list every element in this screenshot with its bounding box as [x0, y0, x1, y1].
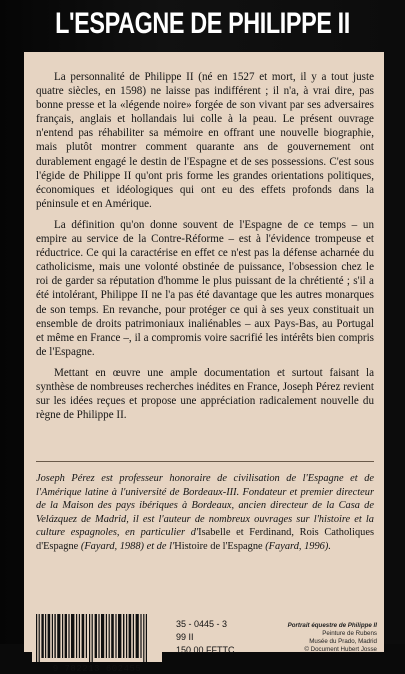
text-panel [24, 52, 384, 674]
barcode [32, 614, 162, 662]
bio-text-1: Joseph Pérez est professeur honoraire de civilisation de l'Espagne et de l'Amérique latine à l'université de Bordeaux-III. Fondateur et premier directeur de la Maison des pays ibériques à Bordeaux, ancien directeur de la Casa de Velázquez de Madrid, il est l'auteur de nombreux ouvrages sur l'histoire et la culture espagnoles, en particulier d' [36, 473, 374, 538]
bio-book-1: Isabelle et Ferdinand, Rois Catholiques d'Espagne [36, 527, 374, 552]
credit-line-4: © Document Hubert Josse [304, 646, 377, 653]
catalog-codes [176, 618, 266, 657]
credit-line-1: Portrait équestre de Philippe II [287, 622, 377, 629]
author-bio [36, 472, 374, 553]
catalog-number: 99 II [176, 632, 194, 642]
divider [36, 461, 374, 462]
bio-book-2: Histoire de l'Espagne [174, 540, 263, 552]
blurb-paragraph-1: La personnalité de Philippe II (né en 1527 et mort, il y a tout juste quatre siècles, en 1598) ne laisse pas indifférent ; il n'a, à vrai dire, pas bonne presse et la «légende noire» forgée de son vivant par ses adversaires français, anglais et hollandais lui colle à la peau. Le présent ouvrage n'entend pas réhabiliter sa mémoire en offrant une nouvelle biographie, mais plutôt montrer comment quarante ans de gouvernement ont durablement engagé le destin de l'Espagne et de ses possessions. C'est sous l'égide de Philippe II qu'ont pris forme les grandes orientations politiques, économiques et idéologiques qui ont eu des effets profonds dans la péninsule et en Amérique. [36, 71, 374, 210]
credit-line-2: Peinture de Rubens [322, 630, 377, 637]
blurb-paragraph-2: La définition qu'on donne souvent de l'Espagne de ce temps – un empire au service de la Contre-Réforme – est à l'évidence trompeuse et réductrice. Ce qui la caractérise en effet ce n'est pas la défense acharnée du catholicisme, mais une volonté obstinée de puissance, l'obsession chez le roi de garder sa réputation d'homme le plus puissant de la chrétienté ; s'il a été intolérant, Philippe II ne l'a pas été davantage que les autres monarques de son temps. En revanche, pour protéger ce qui à ses yeux constituait un ensemble de droits patrimoniaux inaliénables – aux Pays-Bas, au Portugal et même en France –, il a compromis voire sacrifié les intérêts bien compris de l'Espagne. [36, 218, 374, 358]
credit-line-3: Musée du Prado, Madrid [309, 638, 377, 645]
bio-text-2: (Fayard, 1988) et de l' [78, 540, 175, 552]
book-title: L'ESPAGNE DE PHILIPPE II [55, 7, 350, 40]
bio-text-3: (Fayard, 1996). [262, 540, 331, 552]
blurb-paragraph-3: Mettant en œuvre une ample documentation et surtout faisant la synthèse de nombreuses recherches inédites en France, Joseph Pérez revient sur les idées reçues et propose une appréciation radicalement nouvelle du règne de Philippe II. [36, 366, 374, 422]
barcode-graphic [32, 614, 162, 662]
cover-credit [272, 622, 377, 654]
isbn-number: 9 782213 602455 [52, 664, 142, 674]
blurb [36, 70, 374, 429]
reference-code: 35 - 0445 - 3 [176, 619, 228, 629]
price: 150,00 FFTTC [176, 645, 235, 655]
